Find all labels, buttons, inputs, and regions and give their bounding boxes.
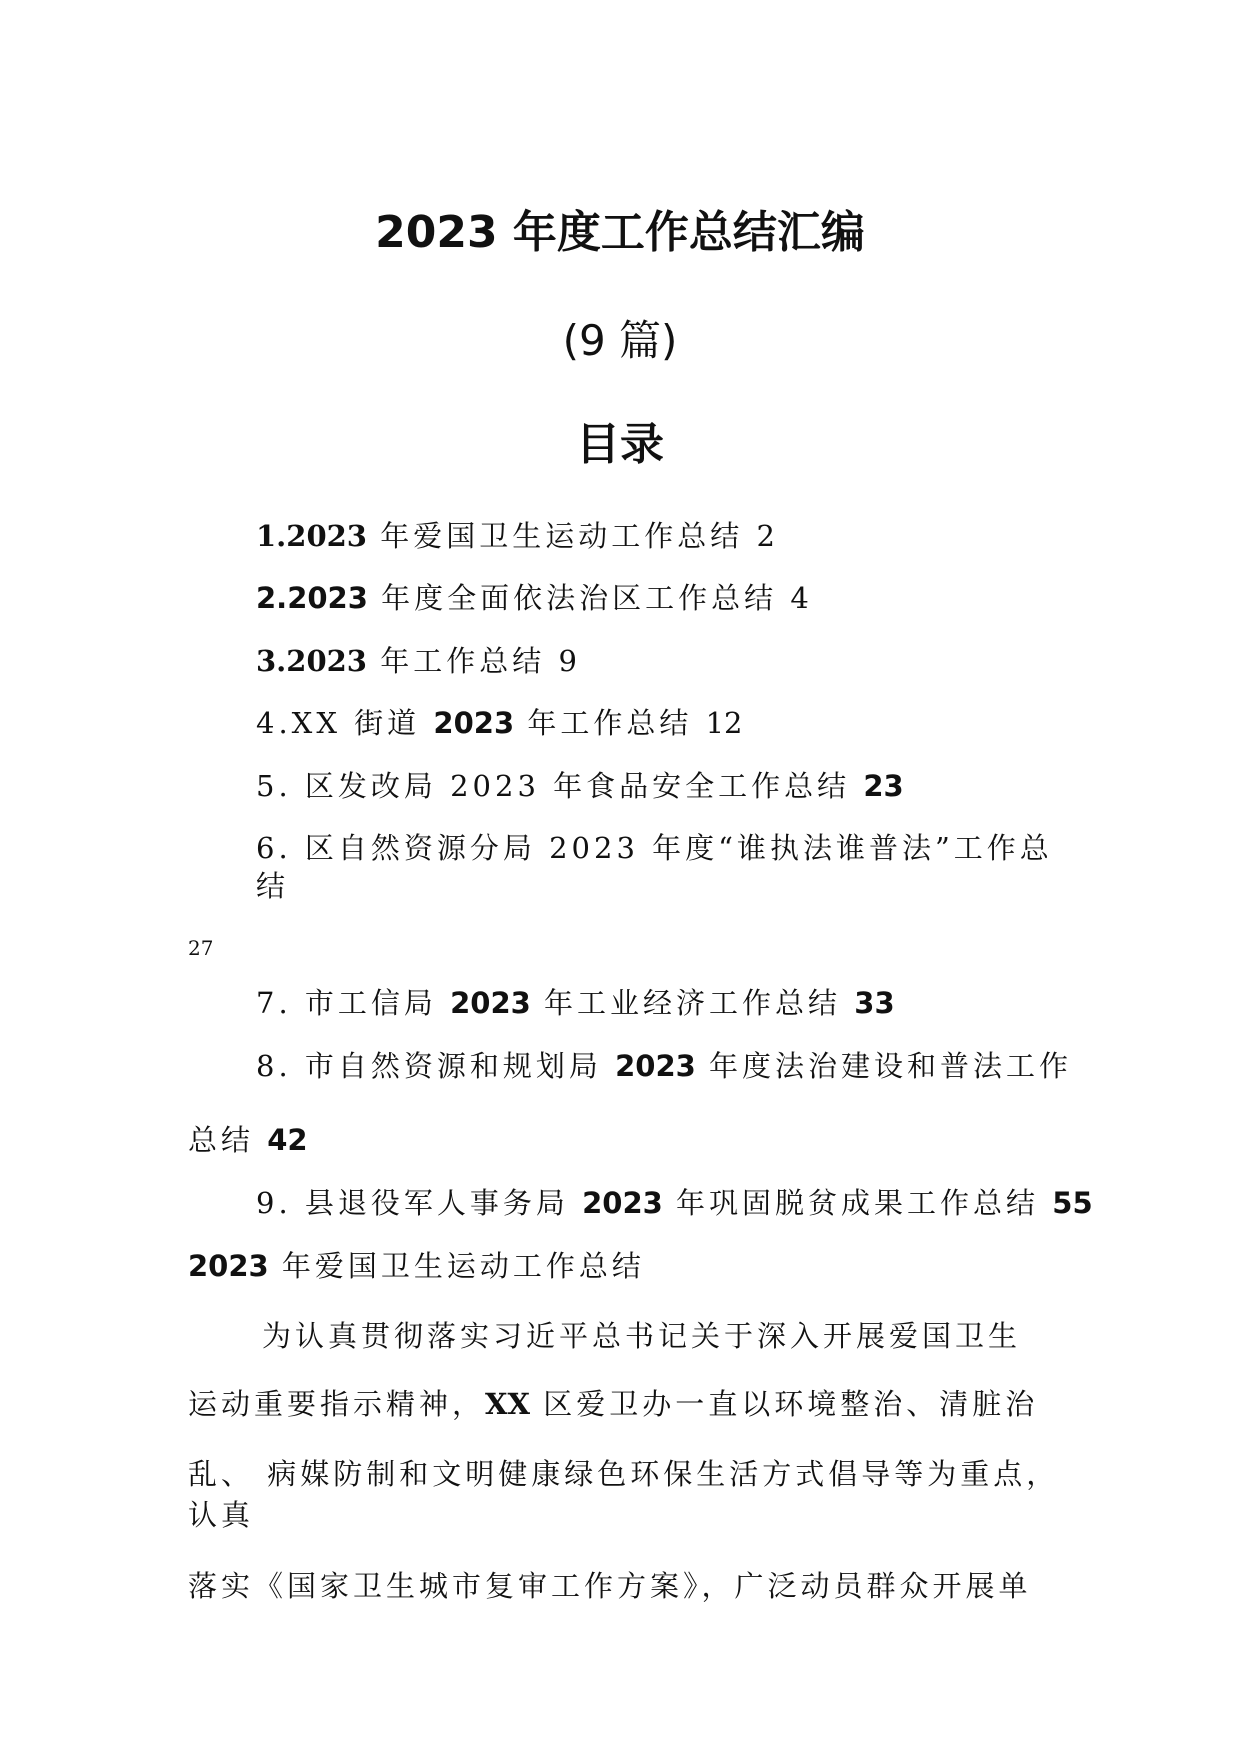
toc-item-page: 9 (558, 644, 577, 678)
toc-item-title: 年爱国卫生运动工作总结 (367, 519, 757, 553)
document-count: (9 篇) (562, 316, 678, 365)
toc-heading: 目录 (576, 419, 664, 470)
toc-item-title-line1: 6. 区自然资源分局 2023 年度“谁执法谁普法”工作总 (256, 831, 1053, 865)
toc-item-title-line2: 总结 (188, 1123, 268, 1157)
toc-item-prefix: 4.XX 街道 (256, 706, 434, 740)
toc-item-number: 2.2023 (256, 581, 368, 615)
toc-item-title: 年度法治建设和普法工作 (695, 1049, 1073, 1083)
toc-item-page: 42 (267, 1123, 308, 1157)
toc-item-prefix: 7. 市工信局 (256, 986, 451, 1020)
toc-item-6-page: 27 (188, 936, 214, 960)
body-text-bold: XX (485, 1387, 531, 1421)
toc-item-2[interactable] (256, 578, 809, 618)
toc-item-title: 年工作总结 (367, 644, 559, 678)
toc-item-4[interactable] (256, 703, 742, 743)
section-heading (188, 1246, 645, 1286)
document-title: 2023 年度工作总结汇编 (375, 207, 865, 258)
toc-item-7[interactable] (256, 983, 895, 1023)
toc-item-title-line2: 结 (256, 869, 290, 903)
body-line-4: 认真 (188, 1498, 255, 1532)
toc-item-title: 年巩固脱贫成果工作总结 (662, 1186, 1053, 1220)
toc-item-year: 2023 (582, 1186, 663, 1220)
toc-item-page: 55 (1052, 1186, 1093, 1220)
body-line-3: 乱、 病媒防制和文明健康绿色环保生活方式倡导等为重点， (188, 1457, 1060, 1491)
body-line-2 (188, 1384, 1038, 1424)
toc-item-3[interactable] (256, 641, 577, 681)
section-heading-text: 年爱国卫生运动工作总结 (268, 1249, 645, 1283)
body-line-1: 为认真贯彻落实习近平总书记关于深入开展爱国卫生 (262, 1319, 1022, 1353)
section-heading-year: 2023 (188, 1249, 269, 1283)
body-line-5: 落实《国家卫生城市复审工作方案》，广泛动员群众开展单 (188, 1569, 1032, 1603)
toc-item-title: 年度全面依法治区工作总结 (367, 581, 791, 615)
body-text: 区爱卫办一直以环境整治、清脏治 (530, 1387, 1039, 1421)
toc-item-9[interactable] (256, 1183, 1093, 1223)
toc-item-title: 5. 区发改局 2023 年食品安全工作总结 (256, 769, 864, 803)
toc-item-title: 年工作总结 (514, 706, 706, 740)
toc-item-5[interactable] (256, 766, 904, 806)
toc-item-page: 12 (705, 706, 743, 740)
toc-item-1[interactable] (256, 516, 775, 556)
toc-item-8[interactable] (256, 1046, 1072, 1086)
toc-item-title: 年工业经济工作总结 (530, 986, 855, 1020)
toc-item-6[interactable] (256, 828, 1053, 868)
toc-item-page: 2 (756, 519, 775, 553)
toc-item-number: 1.2023 (256, 519, 367, 553)
toc-item-year: 2023 (615, 1049, 696, 1083)
toc-item-page: 4 (790, 581, 809, 615)
toc-item-prefix: 8. 市自然资源和规划局 (256, 1049, 616, 1083)
toc-item-year: 2023 (433, 706, 515, 740)
toc-item-year: 2023 (450, 986, 531, 1020)
toc-item-page: 33 (854, 986, 895, 1020)
toc-item-page: 23 (863, 769, 904, 803)
toc-item-8-cont[interactable] (188, 1120, 308, 1160)
toc-item-number: 3.2023 (256, 644, 367, 678)
body-text: 运动重要指示精神， (188, 1387, 486, 1421)
toc-item-prefix: 9. 县退役军人事务局 (256, 1186, 583, 1220)
toc-item-6-cont[interactable] (256, 866, 289, 906)
